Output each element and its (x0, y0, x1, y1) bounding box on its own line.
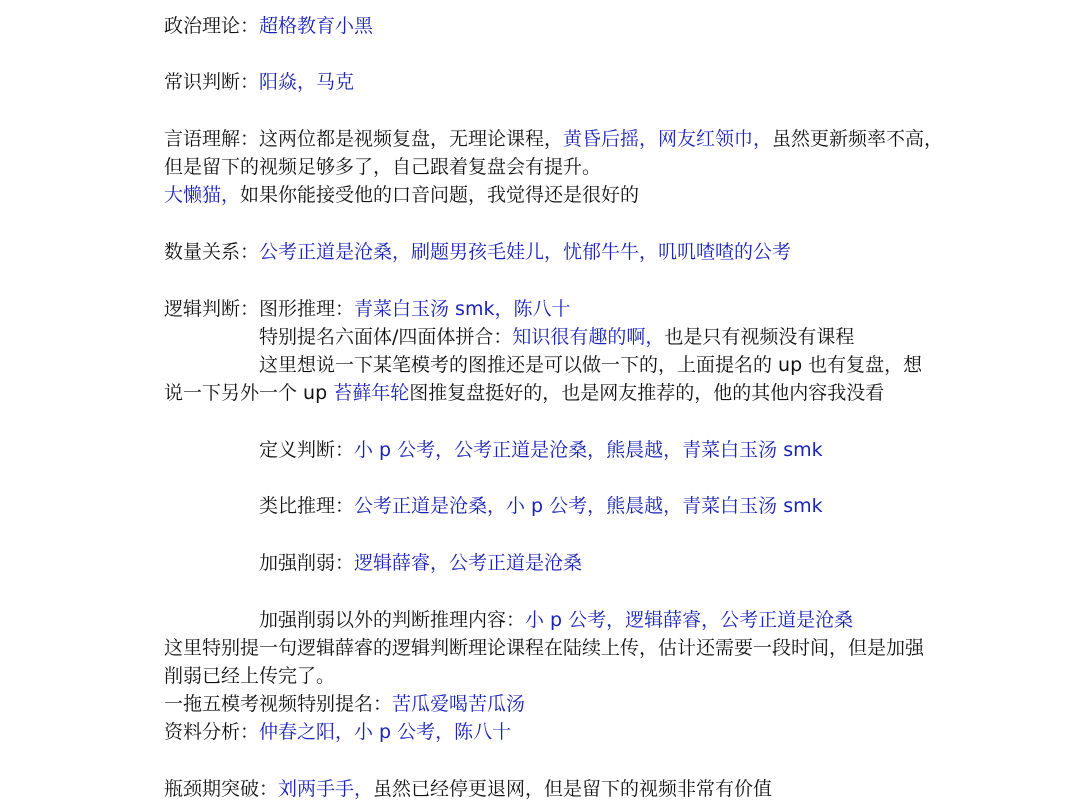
logic-figure-line (164, 295, 570, 323)
line-text: 政治理论： (164, 15, 260, 37)
recommended-names: 小 p 公考，逻辑薛睿，公考正道是沧桑 (525, 609, 854, 631)
line-text: 虽然已经停更退网，但是留下的视频非常有价值 (373, 778, 773, 800)
line-text: 定义判断： (259, 439, 355, 461)
analogy-line (259, 492, 823, 520)
recommended-names: 小 p 公考，公考正道是沧桑，熊晨越，青菜白玉汤 smk (354, 439, 823, 461)
recommended-names: 刘两手手， (278, 778, 374, 800)
recommended-names: 知识很有趣的啊， (512, 326, 665, 348)
logic-course-note-continued (164, 662, 335, 690)
logic-course-note-line (164, 634, 924, 662)
bottleneck-line (164, 775, 772, 803)
common-sense-line (164, 68, 354, 96)
other-reasoning-line (259, 606, 853, 634)
line-text: 也是只有视频没有课程 (664, 326, 855, 348)
line-text: 类比推理： (259, 495, 355, 517)
line-text: 加强削弱： (259, 552, 355, 574)
line-text: 但是留下的视频足够多了，自己跟着复盘会有提升。 (164, 156, 602, 178)
recommended-names: 公考正道是沧桑，刷题男孩毛娃儿，忧郁牛牛，叽叽喳喳的公考 (259, 241, 792, 263)
recommended-names: 阳焱，马克 (259, 71, 355, 93)
line-text: 这里想说一下某笔模考的图推还是可以做一下的，上面提名的 up 也有复盘，想 (259, 354, 923, 376)
line-text: 逻辑判断：图形推理： (164, 298, 355, 320)
recommended-names: 超格教育小黑 (259, 15, 374, 37)
recommended-names: 逻辑薛睿，公考正道是沧桑 (354, 552, 583, 574)
line-text: 言语理解：这两位都是视频复盘，无理论课程， (164, 128, 564, 150)
line-text: 瓶颈期突破： (164, 778, 279, 800)
line-text: 说一下另外一个 up (164, 382, 334, 404)
mock-exam-note-line (259, 351, 922, 379)
line-text: 数量关系： (164, 241, 260, 263)
recommended-names: 苔藓年轮 (333, 382, 410, 404)
mock-video-mention-line (164, 690, 525, 718)
special-mention-line (259, 323, 854, 351)
recommended-names: 苦瓜爱喝苦瓜汤 (392, 693, 526, 715)
data-analysis-line (164, 718, 511, 746)
verbal-line-continued (164, 153, 601, 181)
politics-line (164, 12, 373, 40)
recommended-names: 公考正道是沧桑，小 p 公考，熊晨越，青菜白玉汤 smk (354, 495, 823, 517)
recommended-names: 仲春之阳，小 p 公考，陈八十 (259, 721, 512, 743)
line-text: 资料分析： (164, 721, 260, 743)
definition-line (259, 436, 823, 464)
verbal-line (164, 125, 943, 153)
quantitative-line (164, 238, 791, 266)
mock-exam-note-continued (164, 379, 884, 407)
line-text: 特别提名六面体/四面体拼合： (259, 326, 513, 348)
line-text: 这里特别提一句逻辑薛睿的逻辑判断理论课程在陆续上传，估计还需要一段时间，但是加强 (164, 637, 925, 659)
verbal-extra-line (164, 181, 639, 209)
line-text: 加强削弱以外的判断推理内容： (259, 609, 526, 631)
line-text: 常识判断： (164, 71, 260, 93)
line-text: 虽然更新频率不高， (772, 128, 944, 150)
recommended-names: 黄昏后摇，网友红领巾， (563, 128, 773, 150)
line-text: 图推复盘挺好的，也是网友推荐的，他的其他内容我没看 (409, 382, 885, 404)
line-text: 削弱已经上传完了。 (164, 665, 336, 687)
line-text: 如果你能接受他的口音问题，我觉得还是很好的 (240, 184, 640, 206)
recommended-names: 青菜白玉汤 smk，陈八十 (354, 298, 571, 320)
recommended-names: 大懒猫， (164, 184, 241, 206)
line-text: 一拖五模考视频特别提名： (164, 693, 393, 715)
strengthen-weaken-line (259, 549, 582, 577)
